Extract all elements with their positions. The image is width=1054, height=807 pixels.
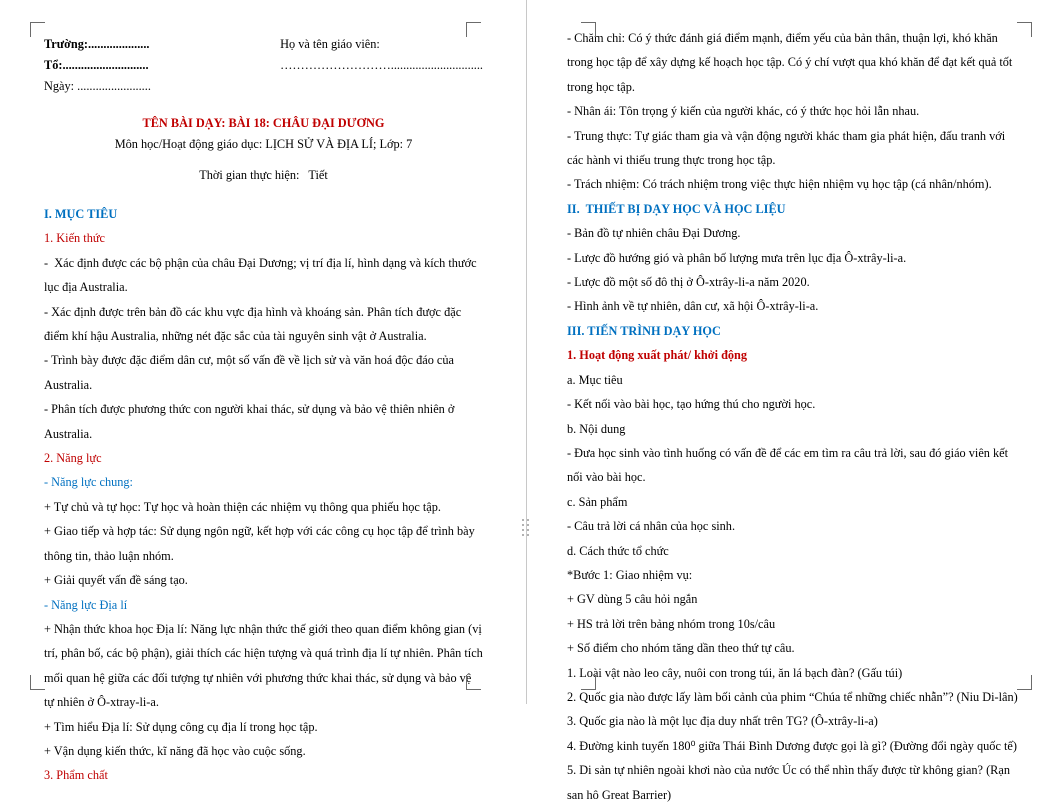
right-paragraph: d. Cách thức tổ chức: [567, 543, 669, 558]
right-paragraph: - Bản đồ tự nhiên châu Đại Dương.: [567, 226, 741, 241]
left-page-column: [0, 0, 521, 783]
group-line: Tổ:............................: [44, 58, 149, 72]
right-body-text: [567, 26, 1024, 807]
right-paragraph: c. Sản phẩm: [567, 494, 628, 509]
crop-mark-bottom-left: [30, 675, 45, 690]
lesson-title-block: [44, 113, 483, 186]
right-paragraph: 1. Loài vật nào leo cây, nuôi con trong túi, ăn lá bạch đàn? (Gấu túi): [567, 665, 903, 680]
right-paragraph: 5. Di sản tự nhiên ngoài khơi nào của nước Úc có thể nhìn thấy được từ không gian? (Rạn san hô Great Barrier): [567, 763, 1014, 802]
right-paragraph: a. Mục tiêu: [567, 372, 623, 387]
crop-mark-left-inner-top: [466, 22, 481, 37]
crop-mark-bottom-right: [1017, 675, 1032, 690]
header-school-block: [44, 34, 280, 97]
right-page-column: [533, 0, 1054, 802]
right-paragraph: III. TIẾN TRÌNH DẠY HỌC: [567, 323, 721, 338]
right-paragraph: + GV dùng 5 câu hỏi ngắn: [567, 592, 698, 607]
right-paragraph: + HS trả lời trên bảng nhóm trong 10s/câu: [567, 616, 776, 631]
header-teacher-block: [280, 34, 483, 76]
right-paragraph: 1. Hoạt động xuất phát/ khởi động: [567, 348, 748, 363]
right-paragraph: - Lược đồ hướng gió và phân bố lượng mưa trên lục địa Ô-xtrây-li-a.: [567, 250, 907, 265]
right-paragraph: *Bước 1: Giao nhiệm vụ:: [567, 567, 693, 582]
left-column-content: [44, 34, 486, 788]
right-paragraph: - Nhân ái: Tôn trọng ý kiến của người khác, có ý thức học hỏi lẫn nhau.: [567, 104, 920, 119]
left-paragraph: - Năng lực chung:: [44, 475, 133, 490]
document-header: [44, 34, 483, 97]
school-line: Trường:....................: [44, 37, 150, 51]
right-paragraph: - Đưa học sinh vào tình huống có vấn đề để các em tìm ra câu trả lời, sau đó giáo viên kết nối vào bài học.: [567, 445, 1012, 485]
crop-mark-top-right: [1017, 22, 1032, 37]
right-paragraph: b. Nội dung: [567, 421, 626, 436]
right-paragraph: - Trung thực: Tự giác tham gia và vận động người khác tham gia phát hiện, đấu tranh với các hành vi thiếu trung thực trong học tập.: [567, 128, 1009, 168]
left-paragraph: + Tự chủ và tự học: Tự học và hoàn thiện các nhiệm vụ thông qua phiếu học tập.: [44, 499, 441, 514]
left-paragraph: - Xác định được các bộ phận của châu Đại Dương; vị trí địa lí, hình dạng và kích thước lục địa Australia.: [44, 255, 480, 295]
right-paragraph: II. THIẾT BỊ DẠY HỌC VÀ HỌC LIỆU: [567, 201, 786, 216]
left-paragraph: - Năng lực Địa lí: [44, 597, 128, 612]
left-paragraph: + Nhận thức khoa học Địa lí: Năng lực nhận thức thế giới theo quan điểm không gian (vị trí, phân bố, các bộ phận), giải thích các hiện tượng và quá trình địa lí tự nhiên. Phân tích mối quan hệ giữa các đối tượng tự nhiên với phương thức khai thác, sử dụng và bảo vệ tự nhiên ở Ô-xtray-li-a.: [44, 621, 486, 710]
crop-mark-left-inner-bottom: [466, 675, 481, 690]
left-body-text: [44, 202, 486, 788]
left-paragraph: - Phân tích được phương thức con người khai thác, sử dụng và bảo vệ thiên nhiên ở Australia.: [44, 402, 457, 441]
right-paragraph: - Chăm chỉ: Có ý thức đánh giá điểm mạnh, điểm yếu của bản thân, thuận lợi, khó khăn trong học tập để xây dựng kế hoạch học tập. Có ý chí vượt qua khó khăn để đạt kết quả tốt trong học tập.: [567, 31, 1016, 94]
right-paragraph: - Lược đồ một số đô thị ở Ô-xtrây-li-a năm 2020.: [567, 275, 810, 290]
teacher-value: ………………………..............................: [280, 58, 483, 72]
left-paragraph: + Giao tiếp và hợp tác: Sử dụng ngôn ngữ, kết hợp với các công cụ học tập để trình bày thông tin, thảo luận nhóm.: [44, 524, 478, 563]
right-paragraph: - Trách nhiệm: Có trách nhiệm trong việc thực hiện nhiệm vụ học tập (cá nhân/nhóm).: [567, 177, 992, 192]
crop-mark-top-left: [30, 22, 45, 37]
left-paragraph: + Giải quyết vấn đề sáng tạo.: [44, 573, 188, 588]
right-paragraph: 2. Quốc gia nào được lấy làm bối cảnh của phim “Chúa tể những chiếc nhẫn”? (Niu Di-lân): [567, 689, 1018, 704]
crop-mark-right-inner-top: [581, 22, 596, 37]
left-paragraph: + Vận dụng kiến thức, kĩ năng đã học vào cuộc sống.: [44, 743, 306, 758]
drag-handle-icon[interactable]: [521, 518, 532, 538]
right-column-content: [567, 26, 1024, 807]
duration-line: Thời gian thực hiện: Tiết: [199, 168, 328, 182]
right-paragraph: + Số điểm cho nhóm tăng dần theo thứ tự câu.: [567, 641, 795, 656]
lesson-title: TÊN BÀI DẠY: BÀI 18: CHÂU ĐẠI DƯƠNG: [142, 116, 385, 130]
left-paragraph: 3. Phẩm chất: [44, 768, 108, 783]
page-gutter: [521, 0, 533, 704]
left-paragraph: - Trình bày được đặc điểm dân cư, một số vấn đề về lịch sử và văn hoá độc đáo của Australia.: [44, 353, 457, 392]
teacher-label: Họ và tên giáo viên:: [280, 37, 380, 51]
crop-mark-right-inner-bottom: [581, 675, 596, 690]
left-paragraph: + Tìm hiểu Địa lí: Sử dụng công cụ địa lí trong học tập.: [44, 719, 318, 734]
subject-line: Môn học/Hoạt động giáo dục: LỊCH SỬ VÀ ĐỊA LÍ; Lớp: 7: [114, 137, 413, 151]
right-paragraph: - Kết nối vào bài học, tạo hứng thú cho người học.: [567, 397, 816, 412]
date-line: Ngày: ........................: [44, 79, 151, 93]
right-paragraph: 4. Đường kinh tuyến 180⁰ giữa Thái Bình Dương được gọi là gì? (Đường đổi ngày quốc tế): [567, 738, 1017, 753]
right-paragraph: 3. Quốc gia nào là một lục địa duy nhất trên TG? (Ô-xtrây-li-a): [567, 714, 878, 729]
left-paragraph: 1. Kiến thức: [44, 231, 105, 246]
right-paragraph: - Câu trả lời cá nhân của học sinh.: [567, 519, 736, 534]
left-paragraph: 2. Năng lực: [44, 451, 102, 466]
right-paragraph: - Hình ảnh về tự nhiên, dân cư, xã hội Ô-xtrây-li-a.: [567, 299, 819, 314]
left-paragraph: - Xác định được trên bản đồ các khu vực địa hình và khoáng sản. Phân tích được đặc điểm khí hậu Australia, những nét đặc sắc của tài nguyên sinh vật ở Australia.: [44, 304, 465, 344]
left-paragraph: I. MỤC TIÊU: [44, 207, 118, 221]
